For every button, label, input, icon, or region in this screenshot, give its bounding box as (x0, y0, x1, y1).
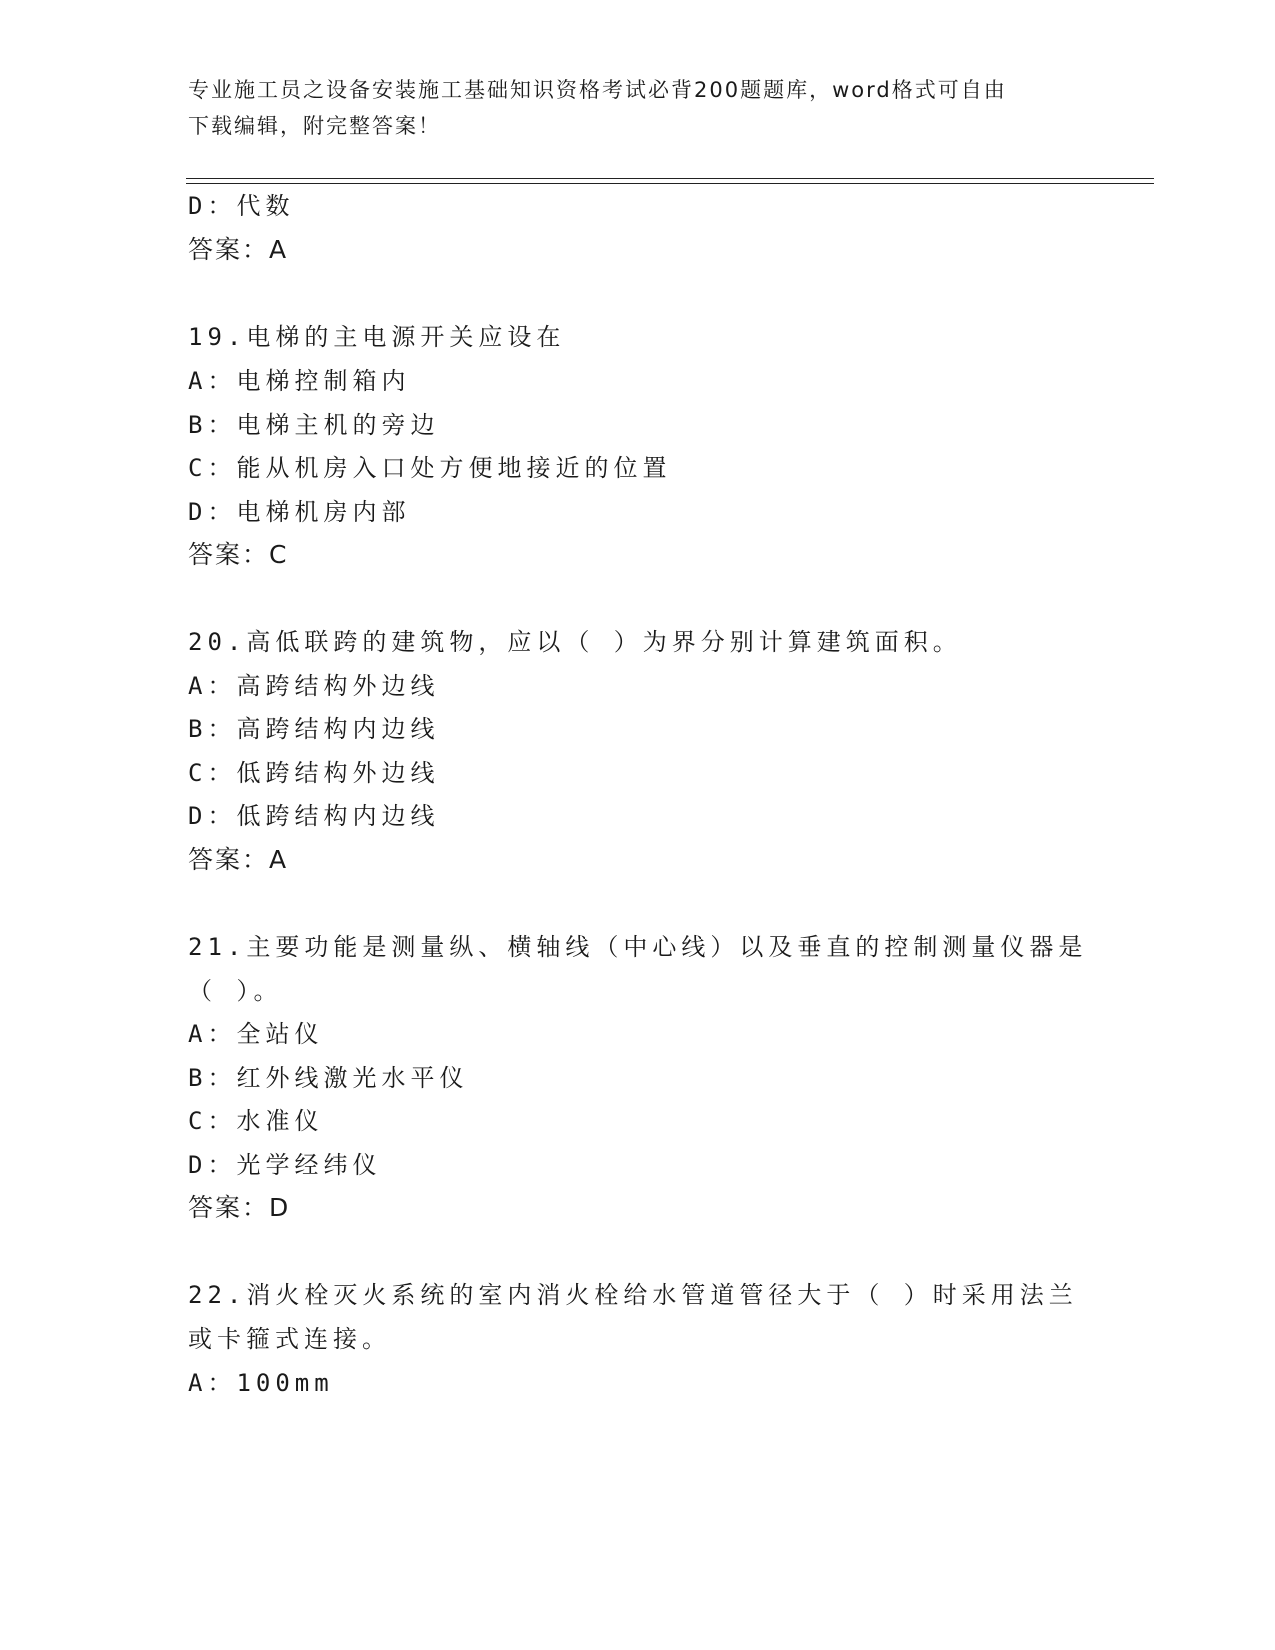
document-header (188, 72, 1088, 144)
q22-stem-line-1: 22.消火栓灭火系统的室内消火栓给水管道管径大于（ ）时采用法兰 (188, 1281, 1078, 1309)
header-divider-bottom (186, 183, 1154, 184)
q20-option-a: A：高跨结构外边线 (188, 672, 440, 700)
q19-option-c: C：能从机房入口处方便地接近的位置 (188, 454, 672, 482)
q19-stem: 19.电梯的主电源开关应设在 (188, 323, 566, 351)
q18-answer: 答案：A (188, 235, 289, 264)
q21-option-a: A：全站仪 (188, 1020, 324, 1048)
q20-option-c: C：低跨结构外边线 (188, 759, 440, 787)
q19-option-d: D：电梯机房内部 (188, 498, 411, 526)
header-divider-top (186, 178, 1154, 179)
q20-answer: 答案：A (188, 845, 289, 874)
header-line-1: 专业施工员之设备安装施工基础知识资格考试必背200题题库，word格式可自由 (188, 78, 1007, 102)
q19-option-a: A：电梯控制箱内 (188, 367, 411, 395)
q19-answer: 答案：C (188, 540, 289, 569)
q20-option-d: D：低跨结构内边线 (188, 802, 440, 830)
header-line-2: 下载编辑，附完整答案！ (188, 114, 441, 138)
q21-option-c: C：水准仪 (188, 1107, 324, 1135)
q20-stem: 20.高低联跨的建筑物，应以（ ）为界分别计算建筑面积。 (188, 628, 962, 656)
q21-option-d: D：光学经纬仪 (188, 1151, 382, 1179)
q19-option-b: B：电梯主机的旁边 (188, 411, 440, 439)
q22-stem-line-2: 或卡箍式连接。 (188, 1325, 391, 1353)
q21-stem-line-2: （ ）。 (188, 977, 283, 1005)
q22-option-a: A：100mm (188, 1369, 334, 1397)
q21-answer: 答案：D (188, 1193, 291, 1222)
q21-stem-line-1: 21.主要功能是测量纵、横轴线（中心线）以及垂直的控制测量仪器是 (188, 933, 1088, 961)
q20-option-b: B：高跨结构内边线 (188, 715, 440, 743)
q21-option-b: B：红外线激光水平仪 (188, 1064, 469, 1092)
q18-option-d: D：代数 (188, 192, 295, 220)
